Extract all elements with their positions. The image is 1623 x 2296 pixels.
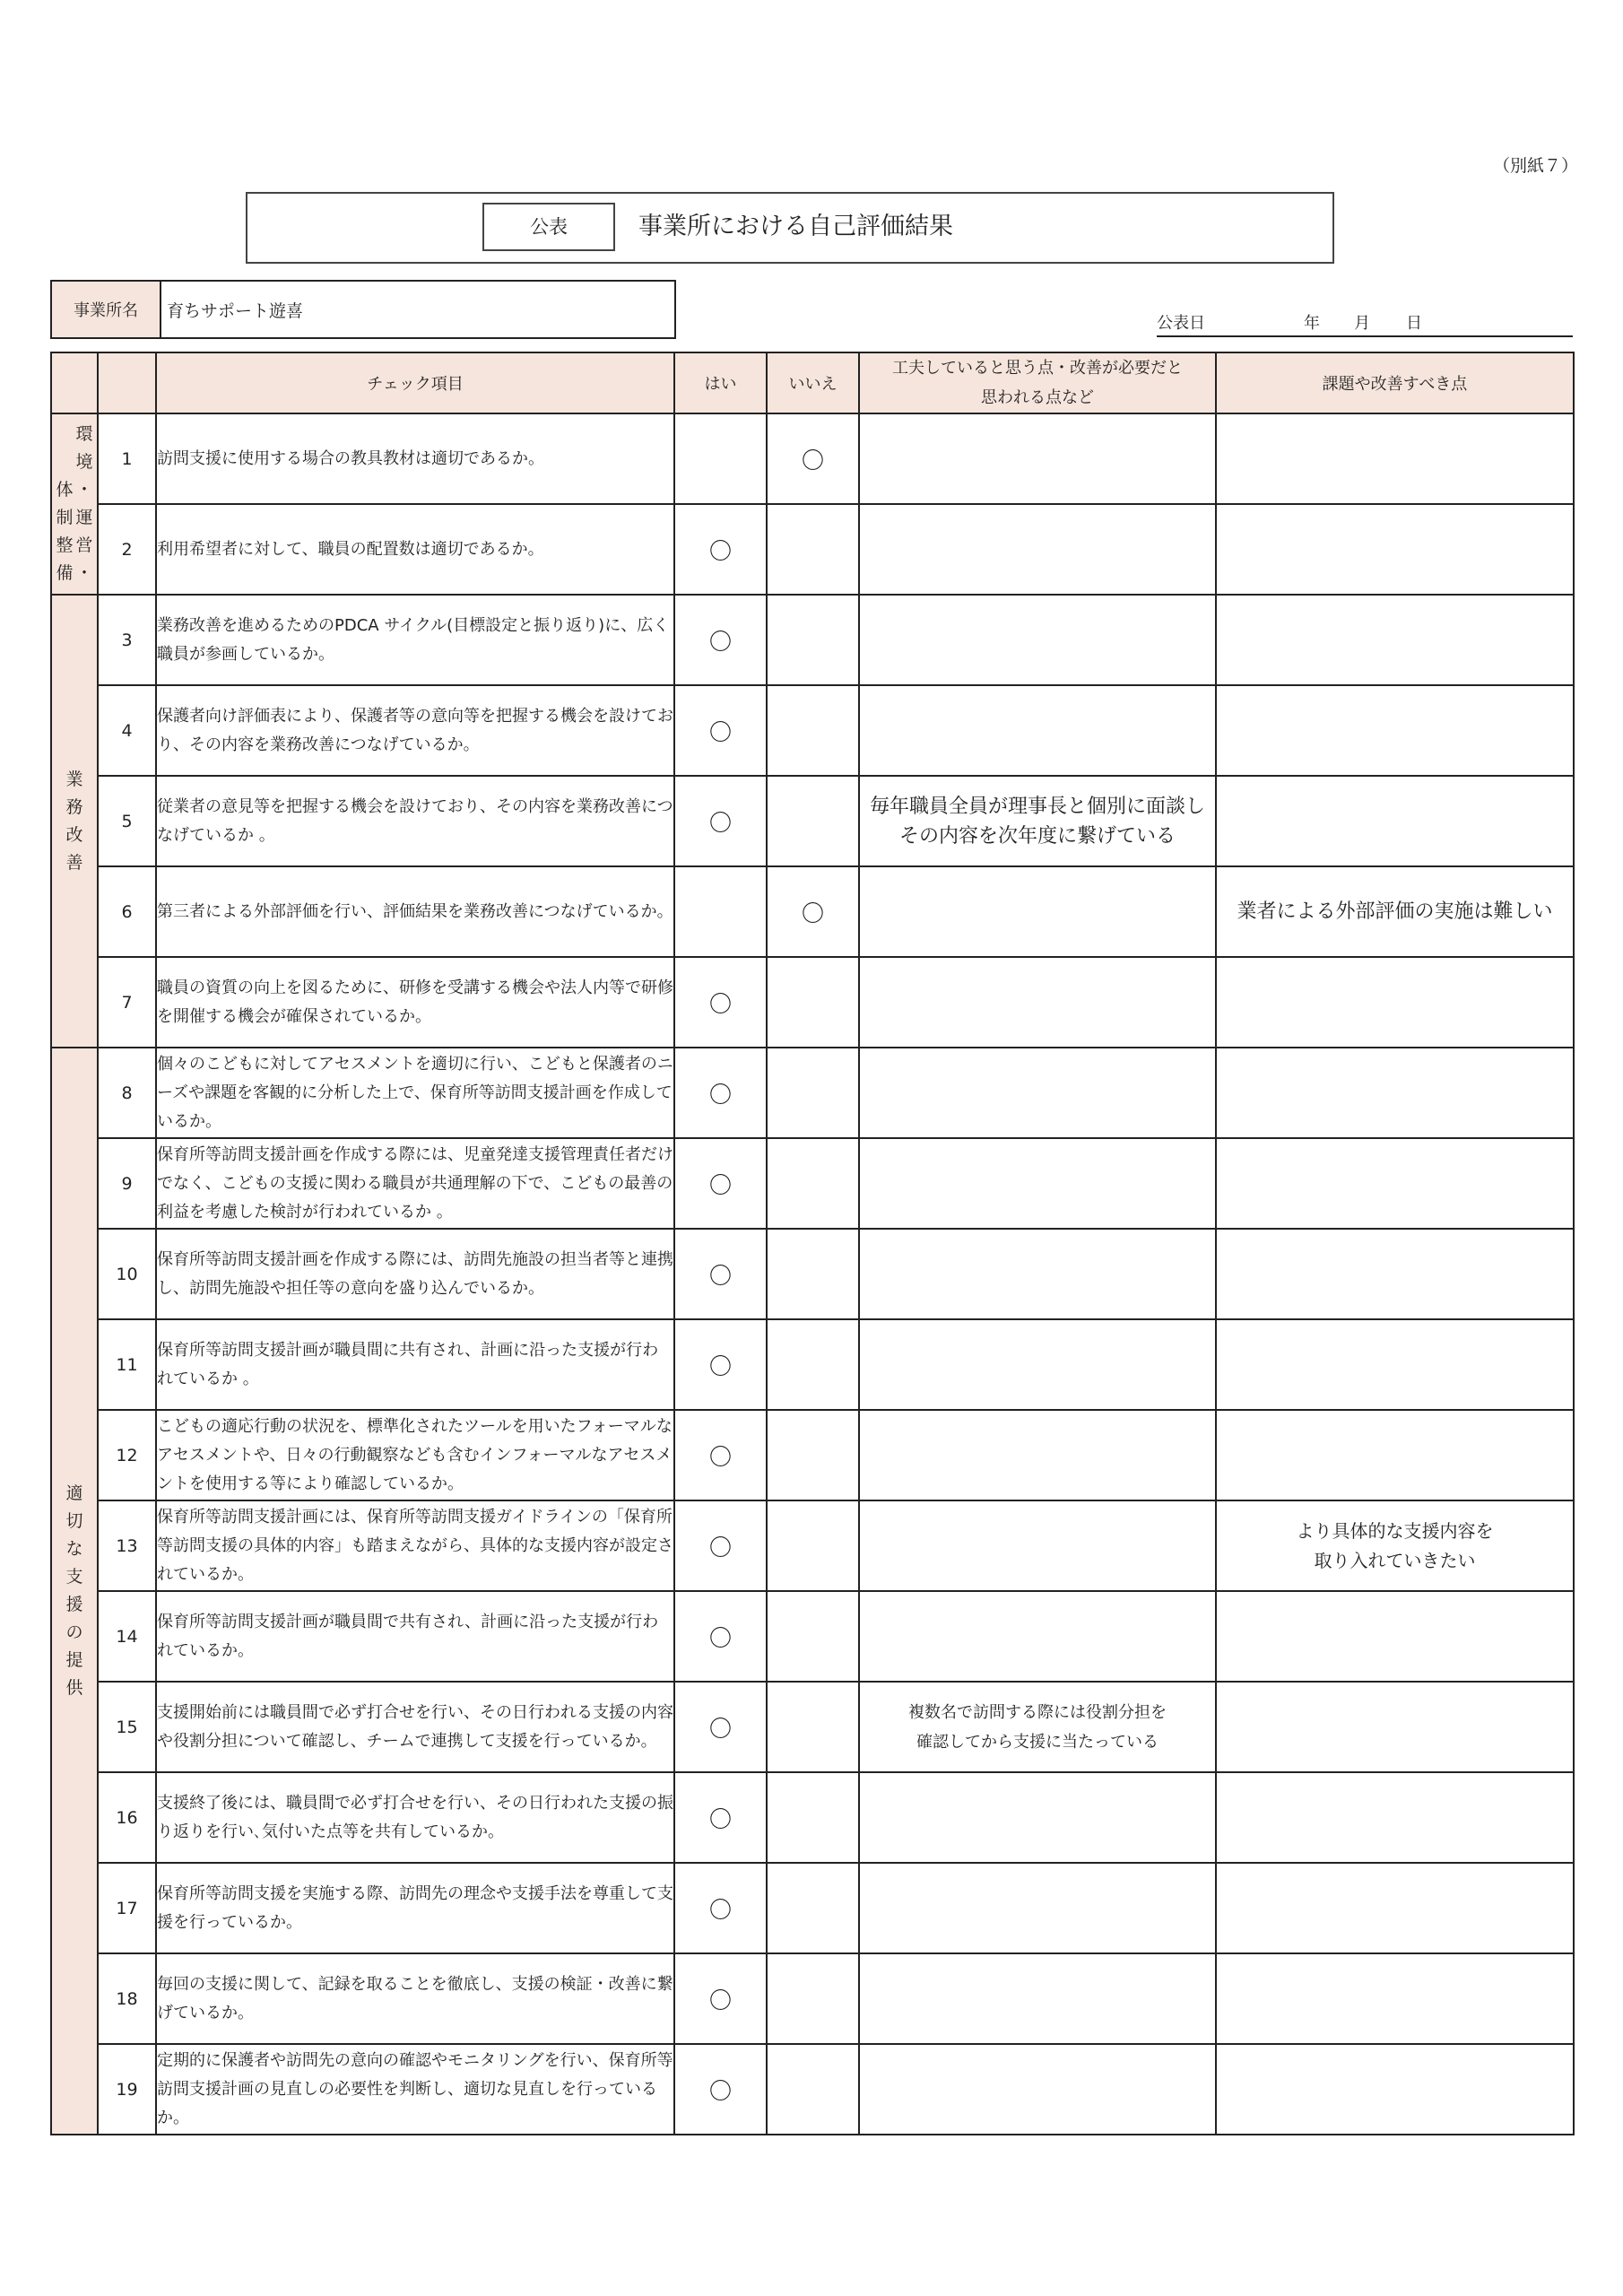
yes-mark: 〇 — [674, 1229, 767, 1319]
category-improvement-text-char: 善 — [65, 852, 83, 873]
check-item-text: 保護者向け評価表により、保護者等の意向等を把握する機会を設けており、その内容を業務改善につなげているか。 — [156, 685, 674, 776]
no-mark — [767, 1048, 859, 1138]
page-title: 事業所における自己評価結果 — [638, 213, 953, 240]
header-issues: 課題や改善すべき点 — [1216, 352, 1574, 413]
office-name-value: 育ちサポート遊喜 — [167, 300, 304, 321]
row-number: 15 — [98, 1682, 156, 1772]
table-row — [51, 1138, 1574, 1229]
issues-note — [1216, 504, 1574, 595]
issues-line: より具体的な支援内容を — [1296, 1519, 1494, 1542]
check-item-text: 保育所等訪問支援計画には、保育所等訪問支援ガイドラインの「保育所等訪問支援の具体的内容」も踏まえながら、具体的な支援内容が設定されているか。 — [156, 1500, 674, 1591]
issues-note — [1216, 1500, 1574, 1591]
issues-note — [1216, 413, 1574, 504]
ingenuity-note — [859, 595, 1216, 685]
table-header-row — [51, 352, 1574, 413]
no-mark — [767, 1682, 859, 1772]
row-number: 5 — [98, 776, 156, 866]
category-environment — [51, 413, 98, 595]
issues-note — [1216, 1682, 1574, 1772]
self-evaluation-table — [50, 352, 1575, 2135]
ingenuity-note — [859, 1500, 1216, 1591]
row-number: 14 — [98, 1591, 156, 1682]
no-mark — [767, 1863, 859, 1953]
no-mark — [767, 1953, 859, 2044]
table-row — [51, 413, 1574, 504]
category-support-text-char: 援 — [65, 1595, 83, 1614]
row-number: 11 — [98, 1319, 156, 1410]
ingenuity-note — [859, 413, 1216, 504]
publish-date-month: 月 — [1354, 314, 1370, 333]
yes-mark: 〇 — [674, 1682, 767, 1772]
ingenuity-note — [859, 957, 1216, 1048]
header-category — [51, 352, 98, 413]
category-environment-col1-char: 整 — [56, 535, 74, 555]
ingenuity-note — [859, 1953, 1216, 2044]
ingenuity-line: その内容を次年度に繋げている — [898, 824, 1176, 848]
no-mark — [767, 1772, 859, 1863]
check-item-text: 保育所等訪問支援計画が職員間に共有され、計画に沿った支援が行われているか 。 — [156, 1319, 674, 1410]
table-row — [51, 685, 1574, 776]
category-improvement-text-char: 改 — [65, 824, 83, 845]
yes-mark: 〇 — [674, 1319, 767, 1410]
category-environment-col2 — [74, 421, 94, 587]
check-item-text: こどもの適応行動の状況を、標準化されたツールを用いたフォーマルなアセスメントや、日々の行動観察なども含むインフォーマルなアセスメントを使用する等により確認しているか。 — [156, 1410, 674, 1500]
check-item-text: 保育所等訪問支援を実施する際、訪問先の理念や支援手法を尊重して支援を行っているか。 — [156, 1863, 674, 1953]
row-number: 8 — [98, 1048, 156, 1138]
header-check-item: チェック項目 — [156, 352, 674, 413]
ingenuity-note — [859, 1410, 1216, 1500]
no-mark: 〇 — [767, 413, 859, 504]
ingenuity-note — [859, 1229, 1216, 1319]
category-environment-col2-char: ・ — [75, 563, 93, 583]
check-item-text: 訪問支援に使用する場合の教具教材は適切であるか。 — [156, 413, 674, 504]
issues-note — [1216, 1953, 1574, 2044]
row-number: 17 — [98, 1863, 156, 1953]
category-improvement-text — [65, 766, 84, 877]
row-number: 13 — [98, 1500, 156, 1591]
header-no: いいえ — [767, 352, 859, 413]
check-item-text: 職員の資質の向上を図るために、研修を受講する機会や法人内等で研修を開催する機会が確保されているか。 — [156, 957, 674, 1048]
no-mark: 〇 — [767, 866, 859, 957]
publish-date-label: 公表日 — [1157, 314, 1205, 333]
row-number: 9 — [98, 1138, 156, 1229]
no-mark — [767, 1410, 859, 1500]
table-row — [51, 866, 1574, 957]
check-item-text: 第三者による外部評価を行い、評価結果を業務改善につなげているか。 — [156, 866, 674, 957]
header-yes: はい — [674, 352, 767, 413]
publish-date-field — [1157, 307, 1573, 337]
issues-note — [1216, 1772, 1574, 1863]
no-mark — [767, 1500, 859, 1591]
yes-mark: 〇 — [674, 957, 767, 1048]
category-improvement-text-char: 業 — [65, 769, 83, 789]
check-item-text: 保育所等訪問支援計画を作成する際には、児童発達支援管理責任者だけでなく、こどもの支援に関わる職員が共通理解の下で、こどもの最善の利益を考慮した検討が行われているか 。 — [156, 1138, 674, 1229]
row-number: 4 — [98, 685, 156, 776]
row-number: 6 — [98, 866, 156, 957]
yes-mark: 〇 — [674, 1138, 767, 1229]
no-mark — [767, 1319, 859, 1410]
ingenuity-note — [859, 1319, 1216, 1410]
category-environment-col1-char: 制 — [56, 508, 74, 527]
category-support-text-char: 供 — [65, 1678, 83, 1698]
ingenuity-note — [859, 1772, 1216, 1863]
table-row — [51, 1500, 1574, 1591]
ingenuity-line: 確認してから支援に当たっている — [916, 1732, 1159, 1752]
issues-note — [1216, 1229, 1574, 1319]
header-number — [98, 352, 156, 413]
check-item-text: 保育所等訪問支援計画を作成する際には、訪問先施設の担当者等と連携し、訪問先施設や担任等の意向を盛り込んでいるか。 — [156, 1229, 674, 1319]
ingenuity-note — [859, 504, 1216, 595]
category-support-text-char: 提 — [65, 1650, 83, 1670]
category-support-text-char: 適 — [65, 1483, 83, 1503]
row-number: 3 — [98, 595, 156, 685]
table-row — [51, 1953, 1574, 2044]
row-number: 16 — [98, 1772, 156, 1863]
yes-mark: 〇 — [674, 1048, 767, 1138]
issues-note — [1216, 685, 1574, 776]
no-mark — [767, 1138, 859, 1229]
table-row — [51, 1772, 1574, 1863]
yes-mark: 〇 — [674, 504, 767, 595]
header-ingenuity-line2: 思われる点など — [981, 388, 1094, 407]
row-number: 1 — [98, 413, 156, 504]
yes-mark — [674, 413, 767, 504]
public-badge: 公表 — [482, 203, 615, 251]
category-support-text — [65, 1480, 84, 1702]
header-ingenuity-line1: 工夫していると思う点・改善が必要だと — [892, 359, 1183, 378]
yes-mark — [674, 866, 767, 957]
issues-note — [1216, 957, 1574, 1048]
ingenuity-note — [859, 685, 1216, 776]
row-number: 18 — [98, 1953, 156, 2044]
table-row — [51, 1863, 1574, 1953]
publish-date-day: 日 — [1406, 314, 1422, 333]
table-row — [51, 1319, 1574, 1410]
no-mark — [767, 595, 859, 685]
yes-mark: 〇 — [674, 1500, 767, 1591]
category-improvement — [51, 595, 98, 1048]
table-row — [51, 2044, 1574, 2135]
category-environment-col2-char: ・ — [75, 480, 93, 500]
category-support-text-char: の — [65, 1622, 83, 1642]
category-environment-col2-char: 環 — [75, 424, 93, 444]
issues-note — [1216, 1048, 1574, 1138]
table-row — [51, 595, 1574, 685]
issues-line: 取り入れていきたい — [1314, 1549, 1476, 1571]
row-number: 12 — [98, 1410, 156, 1500]
ingenuity-note — [859, 2044, 1216, 2135]
header-ingenuity — [859, 352, 1216, 413]
yes-mark: 〇 — [674, 1591, 767, 1682]
check-item-text: 支援終了後には、職員間で必ず打合せを行い、その日行われた支援の振り返りを行い､気付いた点等を共有しているか。 — [156, 1772, 674, 1863]
row-number: 2 — [98, 504, 156, 595]
yes-mark: 〇 — [674, 1410, 767, 1500]
table-row — [51, 776, 1574, 866]
title-box — [246, 192, 1334, 264]
category-support-text-char: 支 — [65, 1567, 83, 1587]
publish-date-year: 年 — [1304, 314, 1320, 333]
yes-mark: 〇 — [674, 776, 767, 866]
check-item-text: 業務改善を進めるためのPDCA サイクル(目標設定と振り返り)に、広く職員が参画しているか。 — [156, 595, 674, 685]
ingenuity-note — [859, 1048, 1216, 1138]
check-item-text: 毎回の支援に関して、記録を取ることを徹底し、支援の検証・改善に繋げているか。 — [156, 1953, 674, 2044]
issues-note — [1216, 1863, 1574, 1953]
check-item-text: 従業者の意見等を把握する機会を設けており、その内容を業務改善につなげているか 。 — [156, 776, 674, 866]
category-environment-col2-char: 境 — [75, 452, 93, 472]
ingenuity-line: 毎年職員全員が理事長と個別に面談し — [869, 795, 1205, 818]
table-row — [51, 1048, 1574, 1138]
table-row — [51, 1410, 1574, 1500]
table-row — [51, 1229, 1574, 1319]
yes-mark: 〇 — [674, 685, 767, 776]
ingenuity-note — [859, 1863, 1216, 1953]
ingenuity-note — [859, 1138, 1216, 1229]
table-row — [51, 957, 1574, 1048]
ingenuity-line: 複数名で訪問する際には役割分担を — [908, 1702, 1167, 1722]
yes-mark: 〇 — [674, 1863, 767, 1953]
check-item-text: 支援開始前には職員間で必ず打合せを行い、その日行われる支援の内容や役割分担について確認し、チームで連携して支援を行っているか。 — [156, 1682, 674, 1772]
issues-note — [1216, 1410, 1574, 1500]
table-row — [51, 1591, 1574, 1682]
category-support — [51, 1048, 98, 2135]
yes-mark: 〇 — [674, 595, 767, 685]
issues-line: 業者による外部評価の実施は難しい — [1237, 900, 1553, 923]
no-mark — [767, 2044, 859, 2135]
issues-note — [1216, 1138, 1574, 1229]
yes-mark: 〇 — [674, 1772, 767, 1863]
issues-note — [1216, 1319, 1574, 1410]
issues-note — [1216, 1591, 1574, 1682]
ingenuity-note — [859, 1591, 1216, 1682]
row-number: 7 — [98, 957, 156, 1048]
table-row — [51, 1682, 1574, 1772]
check-item-text: 個々のこどもに対してアセスメントを適切に行い、こどもと保護者のニーズや課題を客観的に分析した上で、保育所等訪問支援計画を作成しているか。 — [156, 1048, 674, 1138]
no-mark — [767, 1591, 859, 1682]
category-support-text-char: 切 — [65, 1511, 83, 1531]
issues-note — [1216, 776, 1574, 866]
office-name-label: 事業所名 — [52, 282, 161, 337]
ingenuity-note — [859, 776, 1216, 866]
category-support-text-char: な — [65, 1539, 83, 1559]
row-number: 19 — [98, 2044, 156, 2135]
annex-label: （別紙７） — [1492, 156, 1578, 176]
no-mark — [767, 776, 859, 866]
check-item-text: 利用希望者に対して、職員の配置数は適切であるか。 — [156, 504, 674, 595]
category-improvement-text-char: 務 — [65, 796, 83, 817]
table-row — [51, 504, 1574, 595]
office-name-box — [50, 280, 676, 339]
category-environment-col1-char: 体 — [56, 480, 74, 500]
check-item-text: 定期的に保護者や訪問先の意向の確認やモニタリングを行い、保育所等訪問支援計画の見直しの必要性を判断し、適切な見直しを行っているか。 — [156, 2044, 674, 2135]
check-item-text: 保育所等訪問支援計画が職員間で共有され、計画に沿った支援が行われているか。 — [156, 1591, 674, 1682]
category-environment-col2-char: 営 — [75, 535, 93, 555]
no-mark — [767, 957, 859, 1048]
issues-note — [1216, 2044, 1574, 2135]
no-mark — [767, 1229, 859, 1319]
no-mark — [767, 504, 859, 595]
category-environment-col1 — [55, 476, 74, 587]
ingenuity-note — [859, 1682, 1216, 1772]
ingenuity-note — [859, 866, 1216, 957]
issues-note — [1216, 866, 1574, 957]
no-mark — [767, 685, 859, 776]
row-number: 10 — [98, 1229, 156, 1319]
issues-note — [1216, 595, 1574, 685]
yes-mark: 〇 — [674, 2044, 767, 2135]
category-environment-col2-char: 運 — [75, 508, 93, 527]
yes-mark: 〇 — [674, 1953, 767, 2044]
category-environment-col1-char: 備 — [56, 563, 74, 583]
